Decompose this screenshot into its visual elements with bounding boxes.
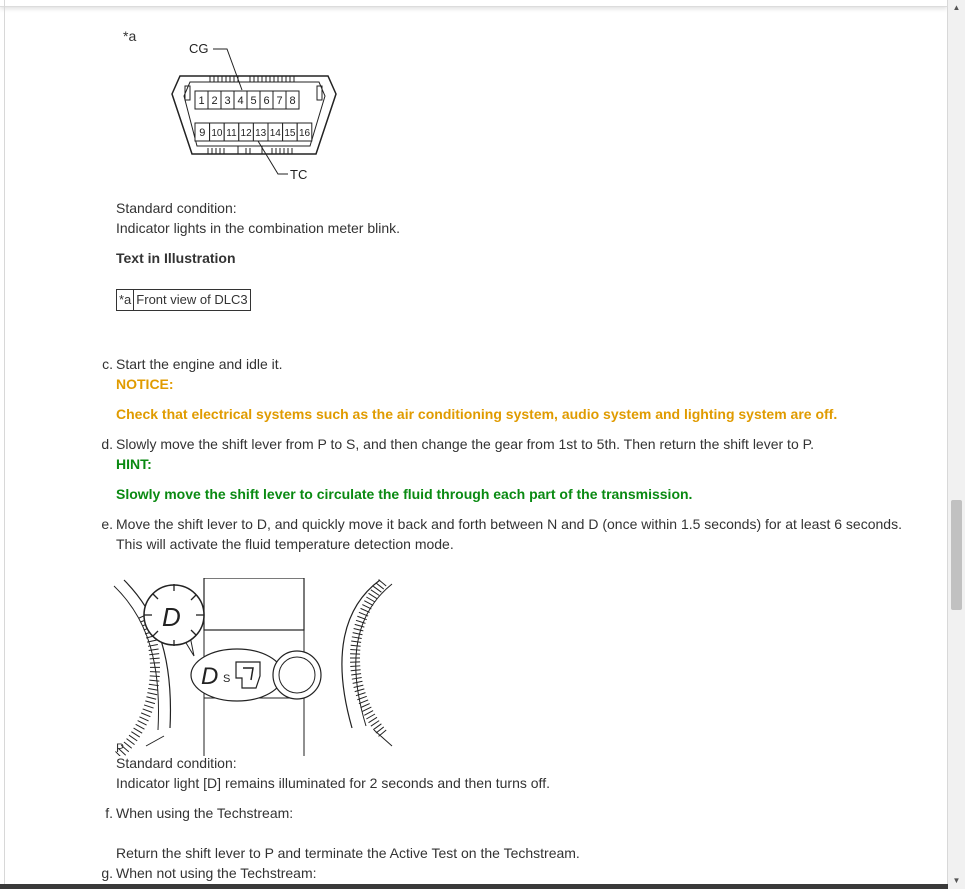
gauge-tick (373, 586, 381, 592)
gauge-tick (351, 641, 361, 642)
step-d-marker: d. (101, 436, 113, 452)
table-row (117, 290, 251, 311)
gauge-tick (144, 705, 153, 708)
gauge-tick (369, 717, 377, 722)
gauge-tick (371, 721, 379, 727)
gauge-tick (143, 709, 152, 712)
gauge-tick (354, 685, 364, 687)
triangle-down-icon[interactable]: ▼ (952, 876, 961, 885)
gauge-tick (352, 637, 362, 639)
pin-label: 4 (237, 95, 244, 107)
combination-meter-diagram (112, 578, 397, 756)
step-g-text: When not using the Techstream: (116, 865, 317, 881)
svg-text:D: D (201, 663, 219, 690)
text-in-illustration-heading: Text in Illustration (116, 250, 236, 266)
step-e-text-1: Move the shift lever to D, and quickly move it back and forth between N and D (once within 1.5 seconds) for at least 6 seconds. (116, 516, 902, 532)
gauge-tick (148, 688, 158, 690)
gauge-tick (150, 676, 160, 677)
gauge-tick (149, 654, 159, 655)
legend-value-cell: Front view of DLC3 (134, 290, 250, 311)
standard-condition-label: Standard condition: (116, 200, 237, 216)
gauge-tick (364, 601, 373, 606)
gauge-tick (350, 666, 360, 667)
gauge-tick (129, 735, 137, 741)
gauge-tick (361, 608, 370, 612)
illustration-legend-table (116, 289, 251, 311)
hint-text: Slowly move the shift lever to circulate the fluid through each part of the transmission. (116, 486, 693, 502)
pin-label: 6 (263, 95, 270, 107)
gauge-tick (138, 721, 147, 725)
pin-label: 3 (224, 95, 231, 107)
pin-label: 11 (226, 128, 237, 139)
step-c-text: Start the engine and idle it. (116, 356, 283, 372)
pin-label: 8 (289, 95, 296, 107)
pin-label: 2 (211, 95, 218, 107)
standard-condition-text-2: Indicator light [D] remains illuminated for 2 seconds and then turns off. (116, 775, 550, 791)
gauge-tick (366, 597, 375, 602)
gauge-tick (369, 593, 377, 598)
gauge-tick (351, 670, 361, 671)
pin-label: 16 (298, 128, 311, 139)
pin-label: 15 (284, 128, 296, 139)
scrollbar-thumb[interactable] (951, 500, 962, 610)
step-e-text-2: This will activate the fluid temperature detection mode. (116, 536, 454, 552)
gauge-tick (362, 707, 371, 711)
step-e-marker: e. (101, 516, 113, 532)
standard-condition-text: Indicator lights in the combination meter blink. (116, 220, 401, 236)
svg-text:D: D (162, 602, 181, 632)
standard-condition-label-2: Standard condition: (116, 755, 237, 771)
gauge-tick (376, 583, 384, 589)
pin-label: 10 (211, 128, 223, 139)
notice-text: Check that electrical systems such as the air conditioning system, audio system and lighting system are off. (116, 406, 838, 422)
gauge-tick (353, 633, 363, 635)
gauge-tick (351, 674, 361, 675)
gauge-tick (147, 693, 157, 695)
svg-text:S: S (223, 673, 231, 685)
top-shadow (0, 0, 947, 7)
gauge-tick (366, 714, 375, 719)
gauge-tick (149, 680, 159, 681)
step-f-text: When using the Techstream: (116, 805, 294, 821)
pin-label: 13 (255, 128, 267, 139)
triangle-up-icon[interactable]: ▲ (952, 3, 961, 12)
step-c-marker: c. (102, 356, 113, 372)
cg-label: CG (189, 41, 209, 56)
gauge-tick (127, 739, 135, 745)
pin-label: 5 (250, 95, 257, 107)
figure-p-label: P (116, 741, 125, 755)
pin-row-top (195, 91, 299, 109)
gauge-tick (124, 742, 132, 748)
step-f-marker: f. (105, 805, 113, 821)
pin-label: 1 (198, 95, 205, 107)
gauge-tick (131, 732, 139, 737)
gauge-tick (139, 717, 148, 721)
gauge-tick (361, 704, 370, 708)
gauge-tick (354, 628, 364, 630)
hint-label: HINT: (116, 456, 152, 472)
figure-ref-mark: *a (123, 28, 137, 44)
gauge-tick (353, 681, 363, 683)
vertical-scrollbar[interactable] (948, 0, 965, 889)
pin-label: 9 (199, 127, 206, 139)
pin-label: 7 (276, 95, 283, 107)
gauge-tick (379, 580, 387, 586)
gauge-tick (150, 658, 160, 659)
gauge-tick (351, 645, 361, 646)
step-d-text: Slowly move the shift lever from P to S, and then change the gear from 1st to 5th. Then return the shift lever to P. (116, 436, 815, 452)
step-f-subtext: Return the shift lever to P and terminate the Active Test on the Techstream. (116, 845, 580, 861)
gauge-tick (136, 724, 145, 729)
pin-row-bottom (195, 123, 312, 141)
gauge-tick (141, 713, 150, 717)
gauge-tick (362, 605, 371, 609)
gauge-tick (371, 590, 379, 596)
gauge-tick (355, 689, 365, 692)
legend-key-cell: *a (117, 290, 134, 311)
dlc3-connector-diagram (160, 38, 350, 186)
gauge-tick (356, 693, 366, 696)
pin-label: 14 (269, 128, 281, 139)
notice-label: NOTICE: (116, 376, 174, 392)
left-border (4, 0, 5, 889)
gauge-tick (145, 701, 155, 704)
gauge-tick (134, 728, 143, 733)
pin-label: 12 (240, 128, 252, 139)
bottom-border (0, 884, 948, 889)
gauge-tick (373, 724, 381, 730)
gauge-tick (146, 697, 156, 699)
gauge-tick (364, 711, 373, 716)
gauge-tick (149, 649, 159, 650)
gauge-tick (350, 649, 360, 650)
tc-label: TC (290, 167, 308, 182)
step-g-marker: g. (101, 865, 113, 881)
